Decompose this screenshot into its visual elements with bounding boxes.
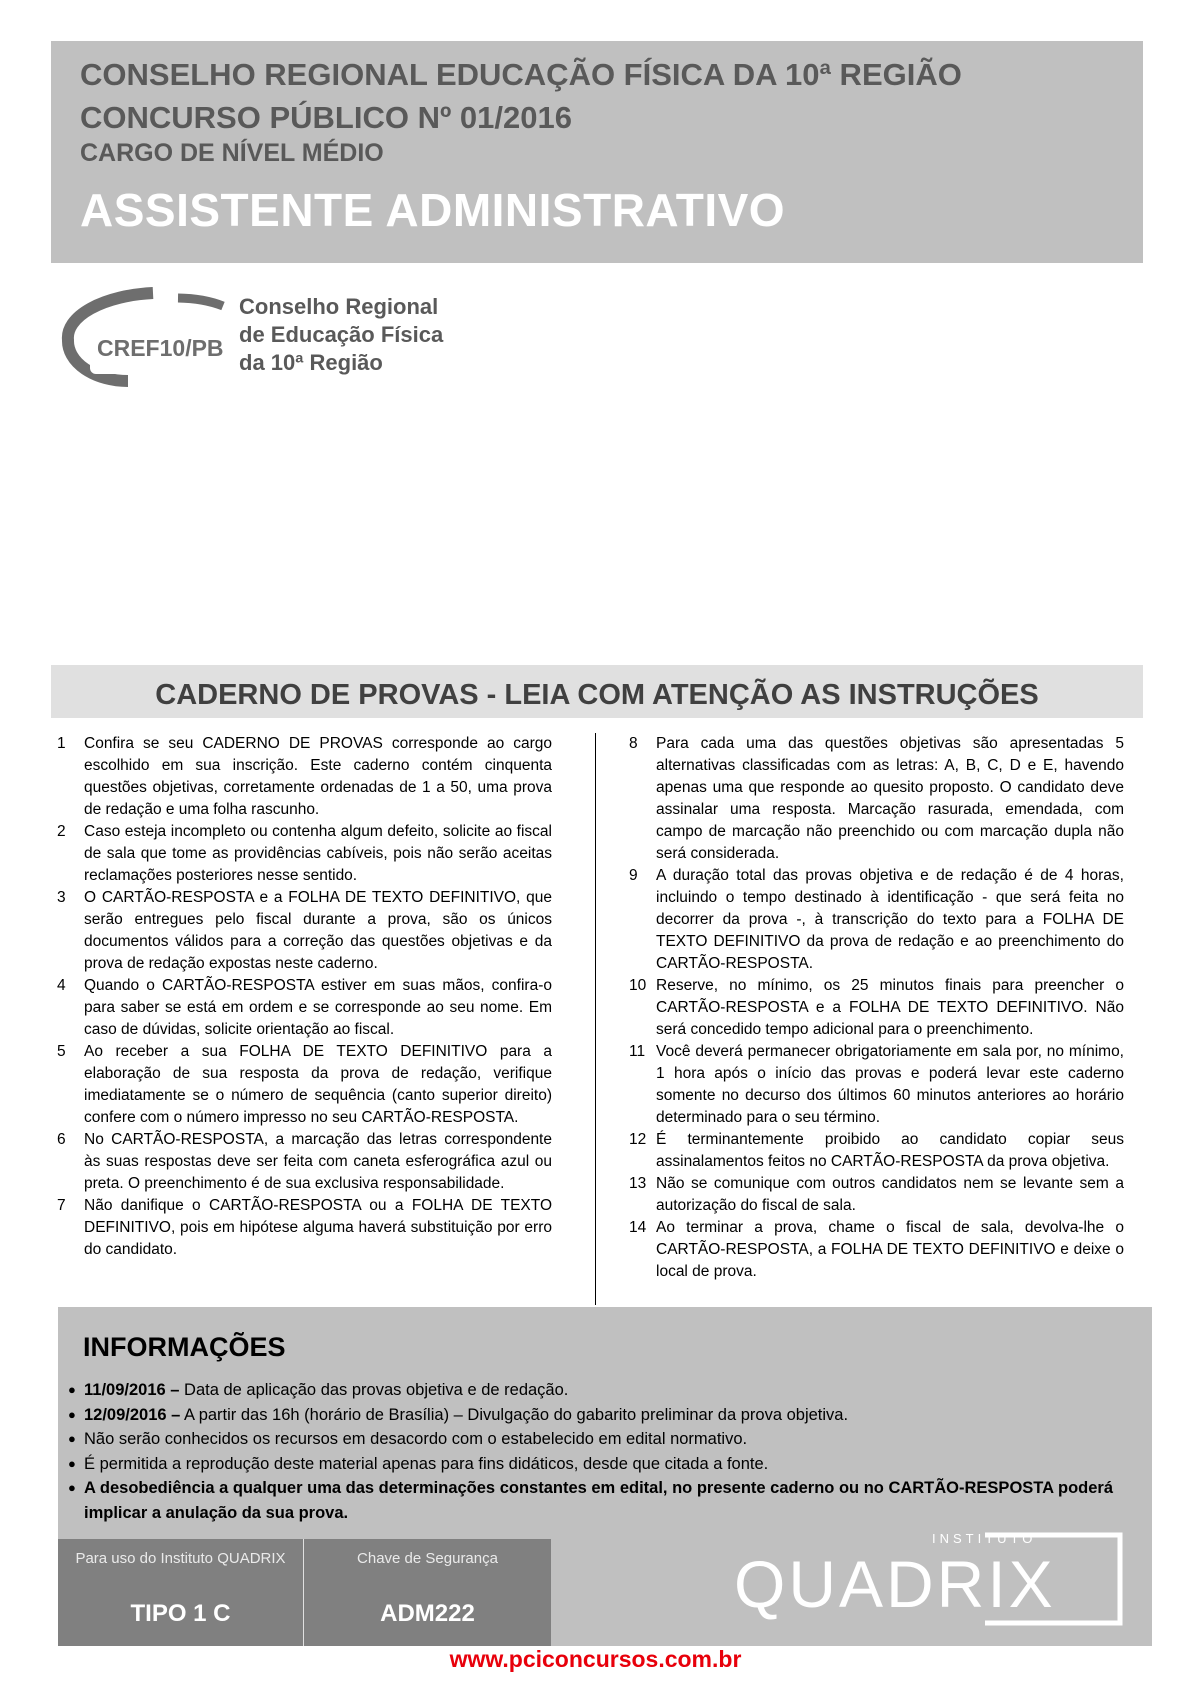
footer-url[interactable]: www.pciconcursos.com.br (449, 1646, 742, 1672)
bullet-icon: ● (68, 1431, 76, 1446)
bullet-icon: ● (68, 1382, 76, 1397)
exam-position: ASSISTENTE ADMINISTRATIVO (80, 184, 786, 236)
tipo-cell (58, 1539, 304, 1646)
info-item: ● É permitida a reprodução deste material apenas para fins didáticos, desde que citada a fonte. (68, 1452, 1143, 1477)
info-item: ● Não serão conhecidos os recursos em desacordo com o estabelecido em edital normativo. (68, 1427, 1143, 1452)
exam-title: CONSELHO REGIONAL EDUCAÇÃO FÍSICA DA 10ª REGIÃO CONCURSO PÚBLICO Nº 01/2016 (80, 57, 962, 135)
logo-line: da 10ª Região (239, 350, 383, 375)
quadrix-small: INSTITUTO (932, 1531, 1037, 1546)
instruction-item: 3 O CARTÃO-RESPOSTA e a FOLHA DE TEXTO DEFINITIVO, que serão entregues pelo fiscal durante a prova, são os únicos documentos válidos para a correção das questões objetivas e da prova de redação expostas neste caderno. (57, 889, 552, 972)
chave-cell (304, 1539, 551, 1646)
info-item: ● A desobediência a qualquer uma das determinações constantes em edital, no presente caderno ou no CARTÃO-RESPOSTA poderá implicar a anulação da sua prova. (68, 1476, 1143, 1525)
info-item: ● 11/09/2016 – Data de aplicação das provas objetiva e de redação. (68, 1378, 1143, 1403)
exam-header (51, 41, 1143, 263)
control-box (58, 1539, 551, 1646)
caderno-title: CADERNO DE PROVAS - LEIA COM ATENÇÃO AS INSTRUÇÕES (51, 665, 1143, 718)
instruction-item: 13 Não se comunique com outros candidatos nem se levante sem a autorização do fiscal de sala. (629, 1175, 1124, 1214)
instruction-item: 9 A duração total das provas objetiva e de redação é de 4 horas, incluindo o tempo destinado à identificação - que será feita no decorrer da prova -, à transcrição do texto para a FOLHA DE TEXTO DEFINITIVO da prova de redação e ao preenchimento do CARTÃO-RESPOSTA. (629, 867, 1124, 972)
column-divider (595, 733, 596, 1305)
instruction-item: 10 Reserve, no mínimo, os 25 minutos finais para preencher o CARTÃO-RESPOSTA e a FOLHA DE TEXTO DEFINITIVO. Não será concedido tempo adicional para o preenchimento. (629, 977, 1124, 1038)
cref-badge: CREF10/PB (97, 335, 224, 361)
instruction-item: 11 Você deverá permanecer obrigatoriamente em sala por, no mínimo, 1 hora após o início das provas e poderá levar este caderno somente no decurso dos últimos 60 minutos anteriores ao horário determinado para o seu término. (629, 1043, 1124, 1126)
tipo-label: Para uso do Instituto QUADRIX (75, 1550, 286, 1567)
instruction-item: 14 Ao terminar a prova, chame o fiscal de sala, devolva-lhe o CARTÃO-RESPOSTA, a FOLHA DE TEXTO DEFINITIVO e deixe o local de prova. (629, 1219, 1124, 1280)
quadrix-big: QUADRIX (734, 1547, 1056, 1621)
info-item: ● 12/09/2016 – A partir das 16h (horário de Brasília) – Divulgação do gabarito preliminar da prova objetiva. (68, 1403, 1143, 1428)
chave-label: Chave de Segurança (357, 1550, 498, 1567)
quadrix-logo (727, 1505, 1127, 1630)
instruction-item: 7 Não danifique o CARTÃO-RESPOSTA ou a FOLHA DE TEXTO DEFINITIVO, pois em hipótese alguma haverá substituição por erro do candidato. (57, 1197, 552, 1258)
instruction-item: 1 Confira se seu CADERNO DE PROVAS corresponde ao cargo escolhido em sua inscrição. Este caderno contém cinquenta questões objetivas, corretamente ordenadas de 1 a 50, uma prova de redação e uma folha rascunho. (57, 735, 552, 818)
instructions-left (57, 733, 552, 1261)
cref-logo-text (239, 293, 459, 377)
info-title: INFORMAÇÕES (83, 1332, 286, 1362)
instruction-item: 2 Caso esteja incompleto ou contenha algum defeito, solicite ao fiscal de sala que tome as providências cabíveis, pois não serão aceitas reclamações posteriores nesse sentido. (57, 823, 552, 884)
bullet-icon: ● (68, 1455, 76, 1471)
tipo-value: TIPO 1 C (130, 1600, 231, 1627)
instruction-item: 12 É terminantemente proibido ao candidato copiar seus assinalamentos feitos no CARTÃO-RESPOSTA da prova objetiva. (629, 1131, 1124, 1170)
instruction-item: 5 Ao receber a sua FOLHA DE TEXTO DEFINITIVO para a elaboração de sua resposta da prova de redação, verifique imediatamente se o número de sequência (canto superior direito) confere com o número impresso no seu CARTÃO-RESPOSTA. (57, 1043, 552, 1126)
info-list (68, 1378, 1143, 1525)
instruction-item: 8 Para cada uma das questões objetivas são apresentadas 5 alternativas classificadas com as letras: A, B, C, D e E, havendo apenas uma que responde ao quesito proposto. O candidato deve assinalar uma resposta. Marcação rasurada, emendada, com campo de marcação não preenchido ou com marcação dupla não será considerada. (629, 735, 1124, 862)
chave-value: ADM222 (380, 1600, 475, 1627)
instruction-item: 6 No CARTÃO-RESPOSTA, a marcação das letras correspondente às suas respostas deve ser feita com caneta esferográfica azul ou preta. O preenchimento é de sua exclusiva responsabilidade. (57, 1131, 552, 1192)
bullet-icon: ● (68, 1480, 76, 1495)
instructions-right (629, 733, 1124, 1283)
logo-line: Conselho Regional (239, 294, 439, 319)
exam-level: CARGO DE NÍVEL MÉDIO (80, 139, 384, 167)
instruction-item: 4 Quando o CARTÃO-RESPOSTA estiver em suas mãos, confira-o para saber se está em ordem e se corresponde ao seu nome. Em caso de dúvidas, solicite orientação ao fiscal. (57, 977, 552, 1038)
bullet-icon: ● (68, 1406, 76, 1422)
logo-line: de Educação Física (239, 322, 444, 347)
